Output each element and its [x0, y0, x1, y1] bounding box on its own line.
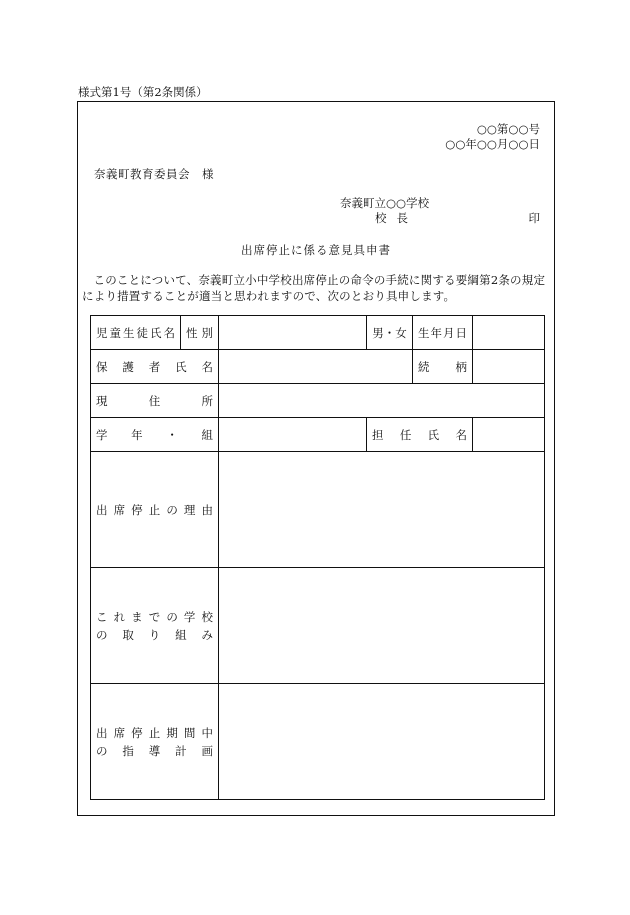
table-row-plan: [91, 684, 545, 800]
application-form-table: [90, 315, 545, 800]
table-row-reason: [91, 452, 545, 568]
grade-class-field[interactable]: [219, 418, 367, 452]
seal-mark: 印: [528, 211, 540, 225]
homeroom-teacher-label: 担任氏名: [367, 418, 473, 452]
document-frame: [77, 101, 555, 816]
efforts-label-line2: の取り組み: [96, 627, 213, 642]
reason-field[interactable]: [219, 452, 545, 568]
body-text: このことについて、奈義町立小中学校出席停止の命令の手続に関する要綱第2条の規定により措置することが適当と思われますので、次のとおり具申します。: [82, 273, 546, 303]
student-name-label: 児童生徒氏名: [91, 316, 181, 350]
gender-label: 性別: [181, 316, 219, 350]
efforts-label: [91, 568, 219, 684]
form-number-label: 様式第1号（第2条関係）: [78, 85, 208, 99]
reason-label: 出席停止の理由: [91, 452, 219, 568]
table-row-efforts: [91, 568, 545, 684]
sender-title: 校長: [375, 211, 418, 225]
addressee: 奈義町教育委員会 様: [94, 167, 214, 181]
document-number: ○○第○○号: [476, 122, 540, 136]
relationship-label: 続柄: [413, 350, 473, 384]
homeroom-teacher-field[interactable]: [473, 418, 545, 452]
gender-options[interactable]: 男・女: [367, 316, 413, 350]
student-name-field[interactable]: [219, 316, 367, 350]
table-row-grade: [91, 418, 545, 452]
plan-field[interactable]: [219, 684, 545, 800]
efforts-label-line1: これまでの学校: [96, 609, 213, 624]
guardian-name-field[interactable]: [219, 350, 413, 384]
efforts-field[interactable]: [219, 568, 545, 684]
plan-label-line1: 出席停止期間中: [96, 725, 213, 740]
table-row-student: [91, 316, 545, 350]
birth-date-label: 生年月日: [413, 316, 473, 350]
address-label: 現住所: [91, 384, 219, 418]
guardian-name-label: 保護者氏名: [91, 350, 219, 384]
document-date: ○○年○○月○○日: [445, 137, 540, 151]
table-row-address: [91, 384, 545, 418]
document-title: 出席停止に係る意見具申書: [241, 243, 391, 257]
table-row-guardian: [91, 350, 545, 384]
address-field[interactable]: [219, 384, 545, 418]
plan-label-line2: の指導計画: [96, 743, 213, 758]
sender-school: 奈義町立○○学校: [340, 196, 430, 210]
plan-label: [91, 684, 219, 800]
grade-class-label: 学年・組: [91, 418, 219, 452]
birth-date-field[interactable]: [473, 316, 545, 350]
relationship-field[interactable]: [473, 350, 545, 384]
